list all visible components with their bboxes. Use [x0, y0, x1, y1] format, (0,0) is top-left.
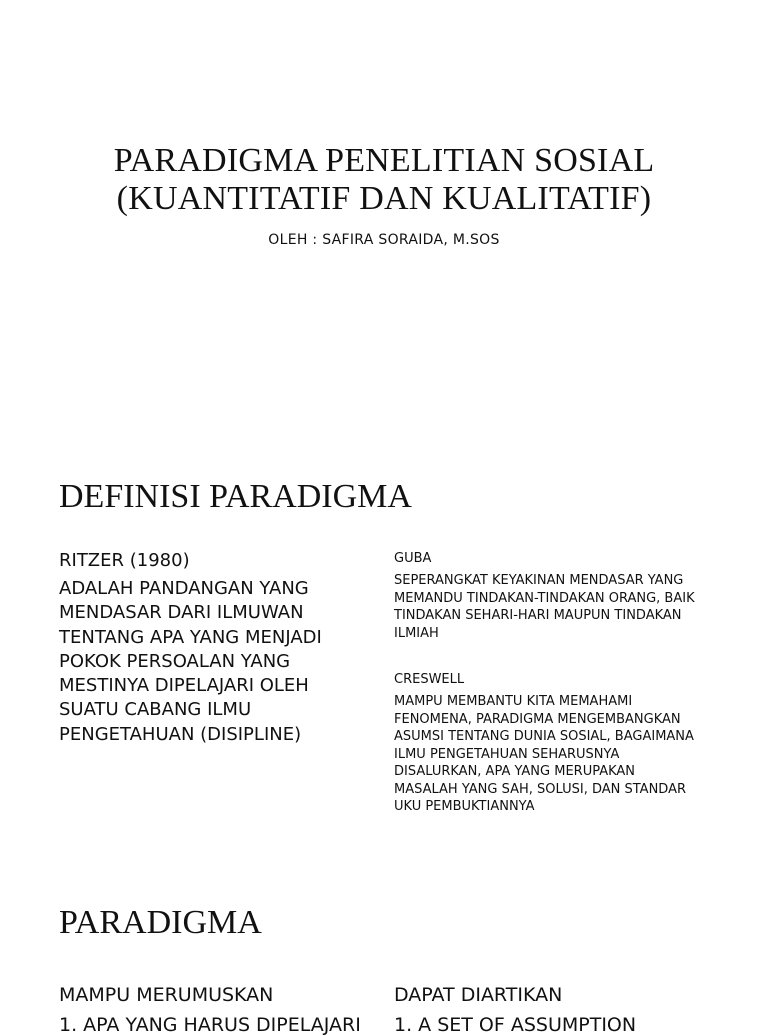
text-line: MAMPU MEMBANTU KITA MEMAHAMI	[394, 694, 633, 709]
left-column-heading: MAMPU MERUMUSKAN	[59, 984, 274, 1006]
slide-heading: DEFINISI PARADIGMA	[59, 478, 412, 515]
text-line: FENOMENA, PARADIGMA MENGEMBANGKAN	[394, 711, 681, 727]
author-line: OLEH : SAFIRA SORAIDA, M.SOS	[268, 232, 500, 248]
definition-source: GUBA	[394, 551, 432, 566]
title-slide	[0, 0, 768, 430]
definition-slide	[0, 440, 768, 860]
guba-definition	[394, 551, 724, 642]
left-list-item: 1. APA YANG HARUS DIPELAJARI	[59, 1014, 361, 1036]
text-line: ADALAH PANDANGAN YANG	[59, 578, 309, 599]
right-column-heading: DAPAT DIARTIKAN	[394, 984, 563, 1006]
text-line: DISALURKAN, APA YANG MERUPAKAN	[394, 764, 636, 779]
text-line: PENGETAHUAN (DISIPLINE)	[59, 723, 302, 745]
text-line: MESTINYA DIPELAJARI OLEH	[59, 675, 309, 697]
text-line: MENDASAR DARI ILMUWAN	[59, 602, 304, 624]
text-line: MEMANDU TINDAKAN-TINDAKAN ORANG, BAIK	[394, 590, 695, 606]
definition-source: CRESWELL	[394, 672, 465, 687]
text-line: SUATU CABANG ILMU	[59, 699, 252, 721]
text-line: UKU PEMBUKTIANNYA	[394, 799, 535, 814]
title-line-1: PARADIGMA PENELITIAN SOSIAL	[113, 142, 655, 179]
text-line: ILMU PENGETAHUAN SEHARUSNYA	[394, 746, 620, 762]
slide-heading: PARADIGMA	[59, 904, 262, 941]
ritzer-definition	[59, 550, 379, 747]
text-line: ILMIAH	[394, 625, 439, 641]
right-list-item: 1. A SET OF ASSUMPTION	[394, 1014, 637, 1036]
paradigma-slide	[0, 880, 768, 1036]
definition-body	[394, 693, 724, 816]
title-line-2: (KUANTITATIF DAN KUALITATIF)	[116, 180, 652, 217]
text-line: MASALAH YANG SAH, SOLUSI, DAN STANDAR	[394, 781, 687, 797]
text-line: TENTANG APA YANG MENJADI	[59, 626, 322, 648]
definition-source: RITZER (1980)	[59, 550, 190, 571]
text-line: ASUMSI TENTANG DUNIA SOSIAL, BAGAIMANA	[394, 729, 694, 744]
definition-body	[59, 577, 379, 747]
text-line: POKOK PERSOALAN YANG	[59, 650, 291, 672]
creswell-definition	[394, 672, 724, 816]
text-line: TINDAKAN SEHARI-HARI MAUPUN TINDAKAN	[394, 608, 682, 623]
presentation-title	[0, 142, 768, 218]
text-line: SEPERANGKAT KEYAKINAN MENDASAR YANG	[394, 573, 684, 588]
definition-body	[394, 572, 724, 642]
